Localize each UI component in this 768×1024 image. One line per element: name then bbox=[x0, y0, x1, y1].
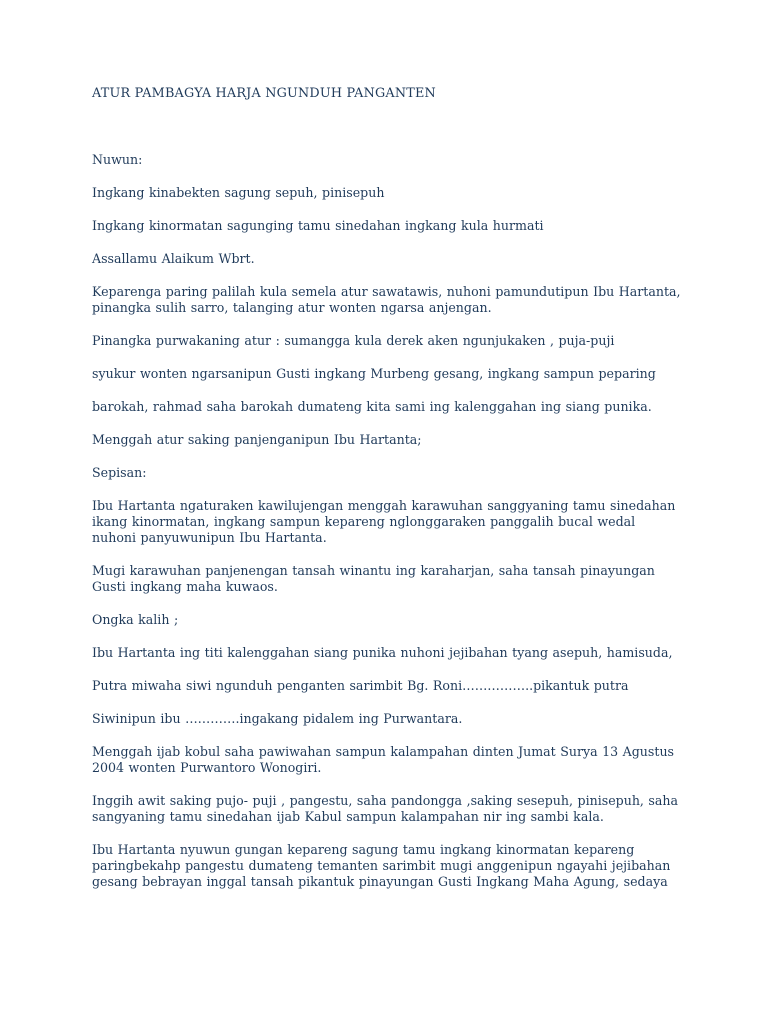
paragraph-opening: Pinangka purwakaning atur : sumangga kula derek aken ngunjukaken , puja-puji bbox=[92, 333, 615, 348]
paragraph-second-heading: Ongka kalih ; bbox=[92, 612, 179, 627]
paragraph-ceremony-date: Menggah ijab kobul saha pawiwahan sampun kalampahan dinten Jumat Surya 13 Agustus 2004 wonten Purwantoro Wonogiri. bbox=[92, 744, 675, 775]
paragraph-first-heading: Sepisan: bbox=[92, 465, 147, 480]
document-title: ATUR PAMBAGYA HARJA NGUNDUH PANGANTEN bbox=[92, 86, 436, 101]
paragraph-request-blessing: Ibu Hartanta nyuwun gungan kepareng sagung tamu ingkang kinormatan kepareng paringbekahp pangestu dumateng temanten sarimbit mugi anggenipun ngayahi jejibahan gesang bebrayan inggal tansah pikantuk pinayungan Gusti Ingkang Maha Agung, sedaya bbox=[92, 842, 671, 889]
paragraph-message-intro: Menggah atur saking panjenganipun Ibu Hartanta; bbox=[92, 432, 422, 447]
paragraph-assalamu: Assallamu Alaikum Wbrt. bbox=[92, 251, 255, 266]
paragraph-first-wish: Mugi karawuhan panjenengan tansah winantu ing karaharjan, saha tansah pinayungan Gusti ingkang maha kuwaos. bbox=[92, 563, 655, 594]
paragraph-second-duty: Ibu Hartanta ing titi kalenggahan siang punika nuhoni jejibahan tyang asepuh, hamisuda, bbox=[92, 645, 673, 660]
paragraph-gratitude: syukur wonten ngarsanipun Gusti ingkang Murbeng gesang, ingkang sampun peparing bbox=[92, 366, 656, 381]
paragraph-salutation: Nuwun: bbox=[92, 152, 143, 167]
paragraph-blessing: barokah, rahmad saha barokah dumateng kita sami ing kalenggahan ing siang punika. bbox=[92, 399, 652, 414]
paragraph-greeting-elders: Ingkang kinabekten sagung sepuh, pinisepuh bbox=[92, 185, 385, 200]
paragraph-greeting-guests: Ingkang kinormatan sagunging tamu sinedahan ingkang kula hurmati bbox=[92, 218, 544, 233]
paragraph-first-welcome: Ibu Hartanta ngaturaken kawilujengan menggah karawuhan sanggyaning tamu sinedahan ikang kinormatan, ingkang sampun kepareng nglonggaraken panggalih bucal wedal nuhoni panyuwunipun Ibu Hartanta. bbox=[92, 498, 676, 545]
paragraph-couple: Putra miwaha siwi ngunduh penganten sarimbit Bg. Roni……………..pikantuk putra bbox=[92, 678, 629, 693]
document-body bbox=[92, 86, 682, 907]
paragraph-permission: Keparenga paring palilah kula semela atur sawatawis, nuhoni pamundutipun Ibu Hartanta, pinangka sulih sarro, talanging atur wonten ngarsa anjengan. bbox=[92, 284, 681, 315]
paragraph-prayers: Inggih awit saking pujo- puji , pangestu, saha pandongga ,saking sesepuh, pinisepuh, saha sangyaning tamu sinedahan ijab Kabul sampun kalampahan nir ing sambi kala. bbox=[92, 793, 679, 824]
paragraph-bride-origin: Siwinipun ibu ………….ingakang pidalem ing Purwantara. bbox=[92, 711, 463, 726]
